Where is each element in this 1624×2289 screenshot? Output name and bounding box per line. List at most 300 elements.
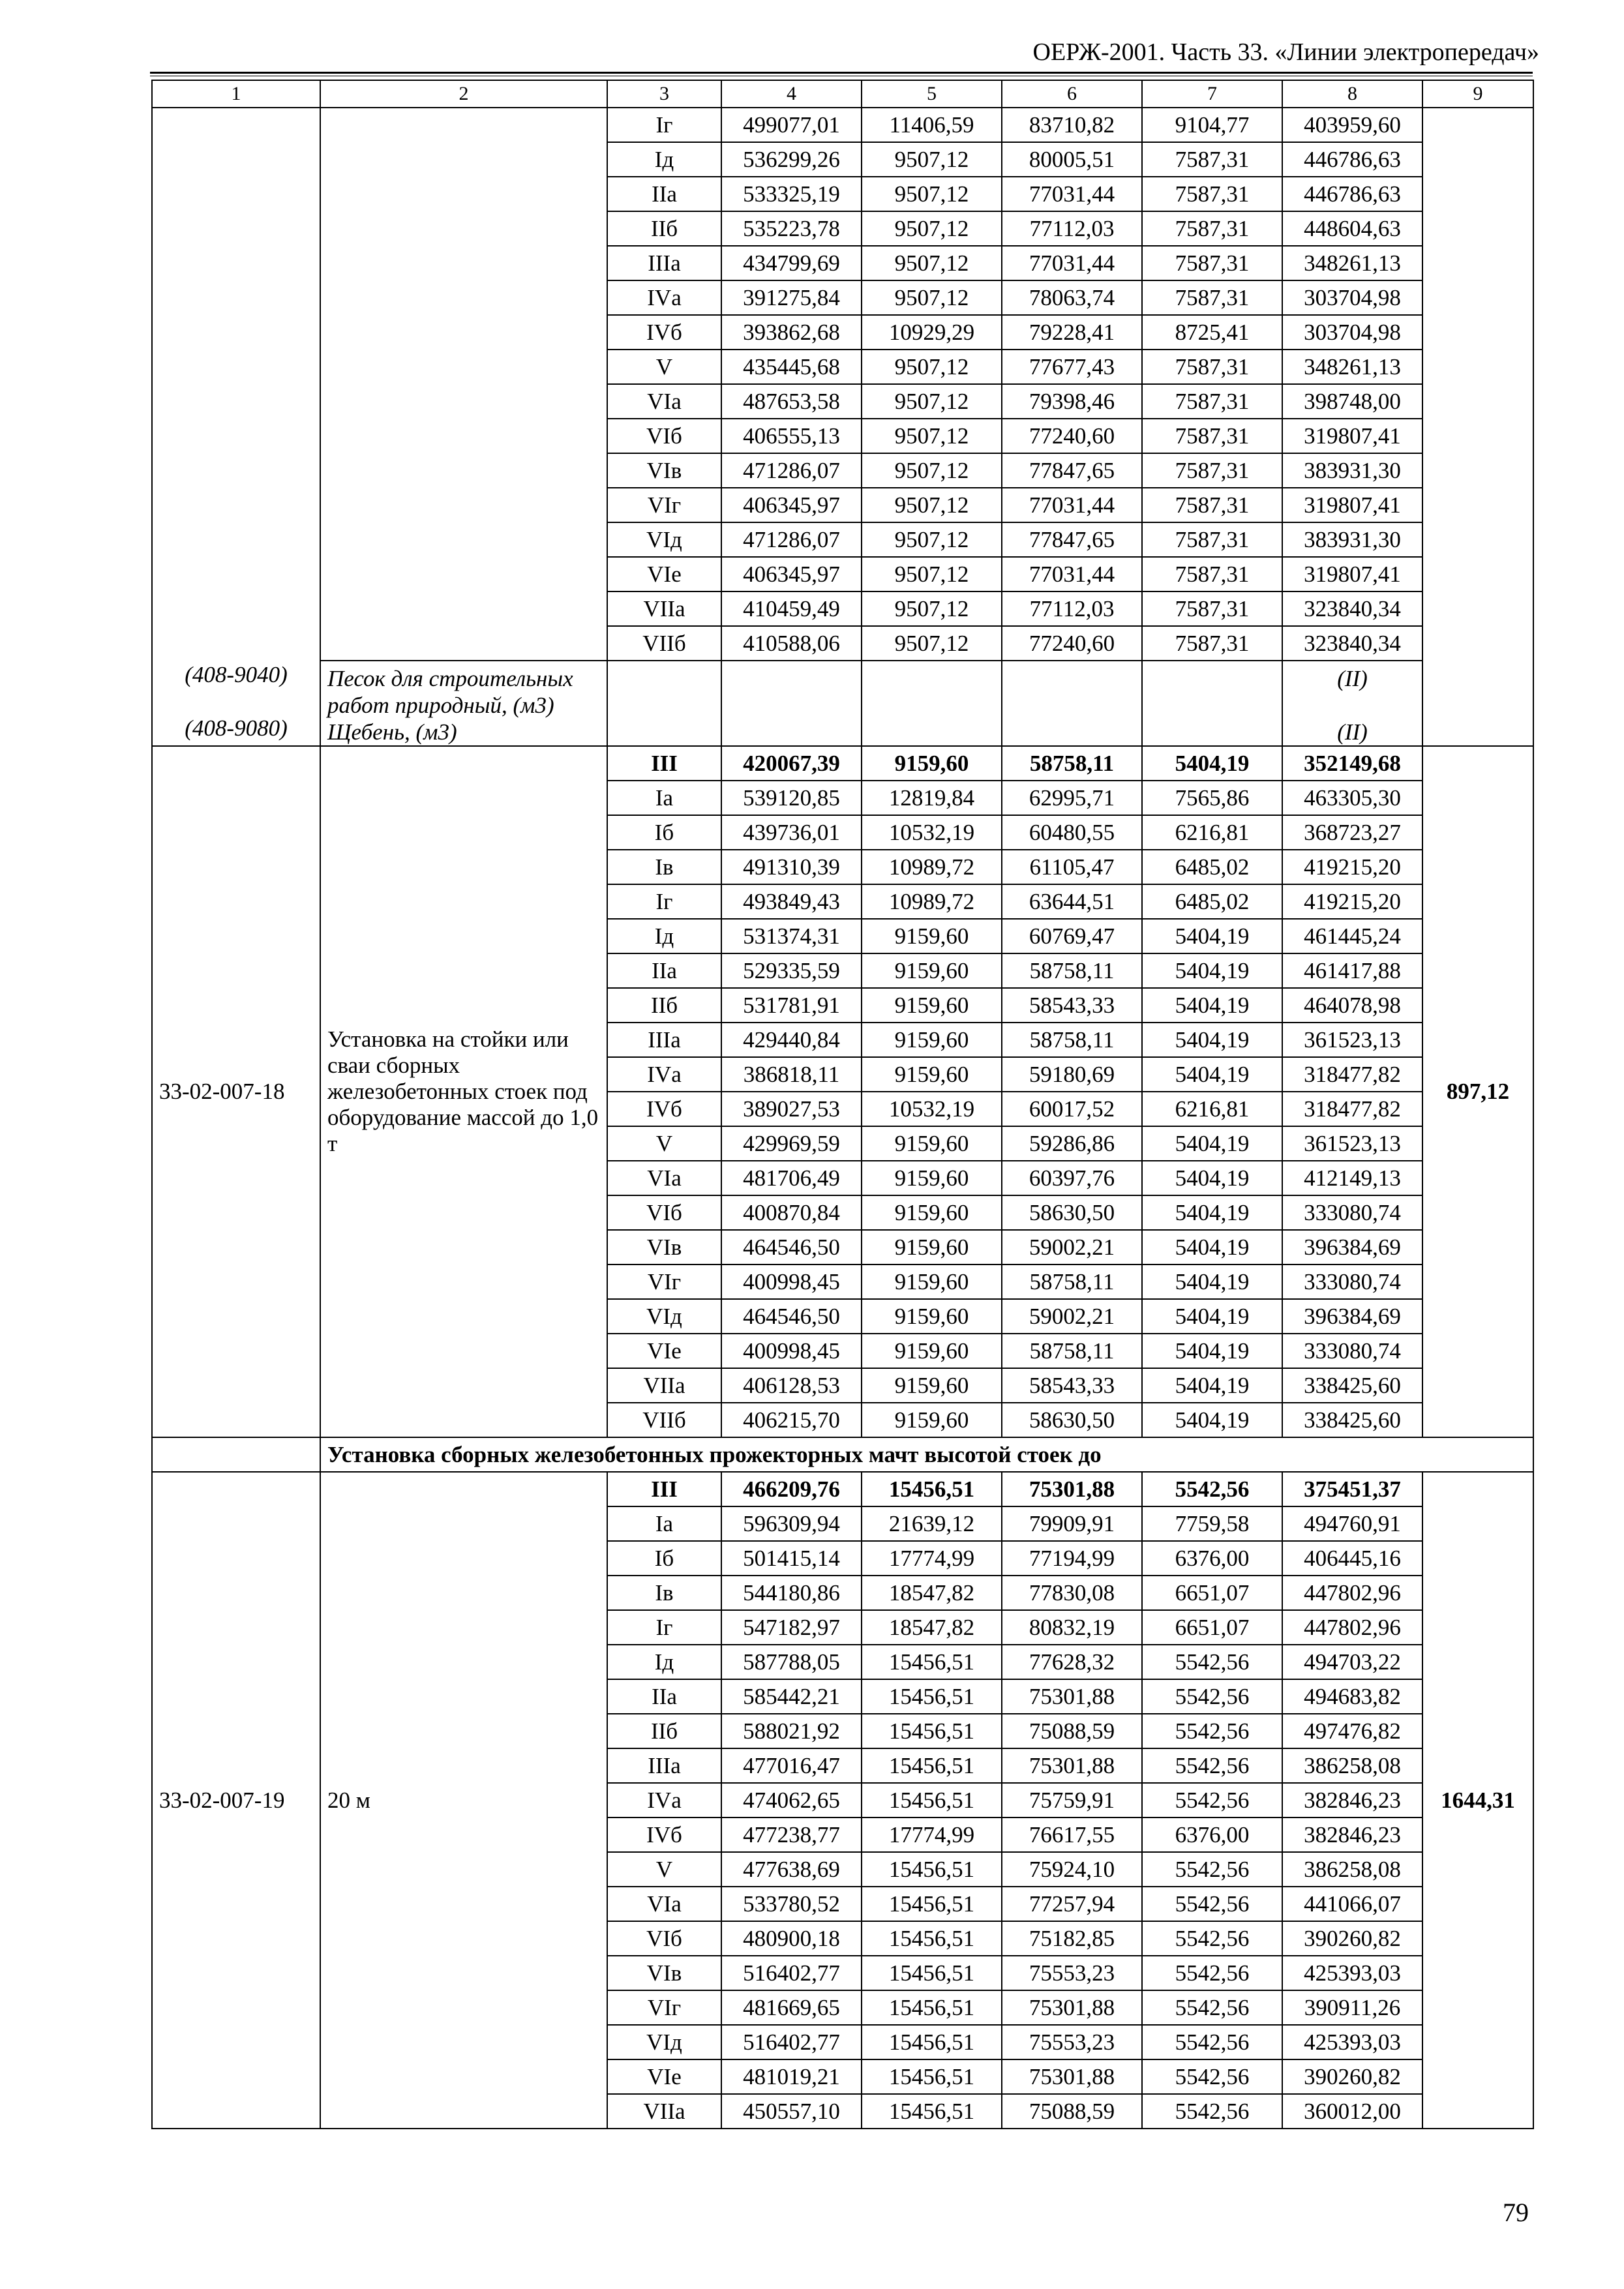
value-cell-col8: 396384,69 xyxy=(1282,1299,1422,1334)
region-class-cell: IVб xyxy=(607,1092,721,1126)
material-class-gravel: (II) xyxy=(1337,719,1368,745)
region-class-cell: V xyxy=(607,1852,721,1887)
value-cell-col5: 18547,82 xyxy=(862,1576,1002,1610)
value-cell-col5: 9159,60 xyxy=(862,1368,1002,1403)
value-cell-col7: 7587,31 xyxy=(1142,522,1282,557)
value-cell-col4: 536299,26 xyxy=(721,142,862,177)
region-class-cell: VIд xyxy=(607,2025,721,2059)
value-cell-col5: 9159,60 xyxy=(862,1334,1002,1368)
region-class-cell: III xyxy=(607,1472,721,1506)
value-cell-col8: 447802,96 xyxy=(1282,1610,1422,1645)
region-class-cell: VIIа xyxy=(607,591,721,626)
value-cell-col5: 9507,12 xyxy=(862,211,1002,246)
value-cell-col6: 59286,86 xyxy=(1002,1126,1142,1161)
value-cell-col4: 477638,69 xyxy=(721,1852,862,1887)
position-code: 33-02-007-18 xyxy=(152,746,320,1437)
value-cell-col8: 412149,13 xyxy=(1282,1161,1422,1195)
value-cell-col8: 383931,30 xyxy=(1282,453,1422,488)
value-cell-col8: 448604,63 xyxy=(1282,211,1422,246)
value-cell-col6: 75088,59 xyxy=(1002,2094,1142,2129)
value-cell-col6: 79228,41 xyxy=(1002,315,1142,350)
value-cell-col8: 382846,23 xyxy=(1282,1818,1422,1852)
value-cell-col6: 58758,11 xyxy=(1002,1023,1142,1057)
value-cell-col8: 463305,30 xyxy=(1282,781,1422,815)
value-cell-col6: 60769,47 xyxy=(1002,919,1142,953)
value-cell-col7: 7587,31 xyxy=(1142,419,1282,453)
value-cell-col5: 9159,60 xyxy=(862,919,1002,953)
value-cell-col8: 419215,20 xyxy=(1282,884,1422,919)
value-cell-col5: 15456,51 xyxy=(862,1472,1002,1506)
value-cell-col7: 5404,19 xyxy=(1142,1126,1282,1161)
value-cell-col5: 15456,51 xyxy=(862,2094,1002,2129)
value-cell-col7: 7759,58 xyxy=(1142,1506,1282,1541)
value-cell-col7: 5542,56 xyxy=(1142,1679,1282,1714)
value-cell-col5: 9159,60 xyxy=(862,988,1002,1023)
region-class-cell: Iб xyxy=(607,815,721,850)
value-cell-col7: 7587,31 xyxy=(1142,211,1282,246)
value-cell-col5: 15456,51 xyxy=(862,1679,1002,1714)
value-cell-col4: 386818,11 xyxy=(721,1057,862,1092)
region-class-cell: IVа xyxy=(607,1783,721,1818)
value-cell-col5: 9507,12 xyxy=(862,591,1002,626)
region-class-cell: Iа xyxy=(607,1506,721,1541)
value-cell-col5: 17774,99 xyxy=(862,1818,1002,1852)
region-class-cell: IIа xyxy=(607,1679,721,1714)
value-cell-col7: 5404,19 xyxy=(1142,1403,1282,1437)
col-header-4: 4 xyxy=(721,80,862,108)
value-cell-col6: 75924,10 xyxy=(1002,1852,1142,1887)
value-cell-col5: 9507,12 xyxy=(862,522,1002,557)
value-cell-col7: 5542,56 xyxy=(1142,2025,1282,2059)
value-cell-col6: 61105,47 xyxy=(1002,850,1142,884)
value-cell-col5: 10532,19 xyxy=(862,815,1002,850)
region-class-cell: VIб xyxy=(607,1195,721,1230)
value-cell-col8: 368723,27 xyxy=(1282,815,1422,850)
value-cell-col6: 76617,55 xyxy=(1002,1818,1142,1852)
value-cell-col6: 60480,55 xyxy=(1002,815,1142,850)
value-cell-col4: 481706,49 xyxy=(721,1161,862,1195)
region-class-cell: VIа xyxy=(607,1161,721,1195)
value-cell-col7: 5542,56 xyxy=(1142,1748,1282,1783)
value-cell-col8: 318477,82 xyxy=(1282,1057,1422,1092)
region-class-cell: V xyxy=(607,1126,721,1161)
region-class-cell: IIIа xyxy=(607,1023,721,1057)
value-cell-col7: 5542,56 xyxy=(1142,1645,1282,1679)
value-cell-col4: 391275,84 xyxy=(721,280,862,315)
region-class-cell: VIг xyxy=(607,1990,721,2025)
value-cell-col5: 15456,51 xyxy=(862,1887,1002,1921)
value-cell-col7: 5542,56 xyxy=(1142,1956,1282,1990)
value-cell-col6: 59180,69 xyxy=(1002,1057,1142,1092)
value-cell-col6: 60017,52 xyxy=(1002,1092,1142,1126)
region-class-cell: VIа xyxy=(607,1887,721,1921)
value-cell-col4: 547182,97 xyxy=(721,1610,862,1645)
value-cell-col6: 79909,91 xyxy=(1002,1506,1142,1541)
value-cell-col6: 80832,19 xyxy=(1002,1610,1142,1645)
value-cell-col6: 62995,71 xyxy=(1002,781,1142,815)
column-9-value: 1644,31 xyxy=(1422,1472,1533,2129)
value-cell-col4: 435445,68 xyxy=(721,350,862,384)
region-class-cell: Iа xyxy=(607,781,721,815)
value-cell-col7: 7565,86 xyxy=(1142,781,1282,815)
section-title: Установка сборных железобетонных прожекторных мачт высотой стоек до xyxy=(320,1437,1533,1472)
value-cell-col5: 9507,12 xyxy=(862,557,1002,591)
value-cell-col8: 396384,69 xyxy=(1282,1230,1422,1264)
value-cell-col6: 77112,03 xyxy=(1002,591,1142,626)
position-code: 33-02-007-19 xyxy=(152,1472,320,2129)
value-cell-col5: 15456,51 xyxy=(862,1921,1002,1956)
value-cell-col7: 5404,19 xyxy=(1142,1161,1282,1195)
value-cell-col4: 533780,52 xyxy=(721,1887,862,1921)
value-cell-col5: 9159,60 xyxy=(862,953,1002,988)
value-cell-col5: 9507,12 xyxy=(862,350,1002,384)
value-cell-col7: 5404,19 xyxy=(1142,988,1282,1023)
value-cell-col7: 5542,56 xyxy=(1142,1852,1282,1887)
region-class-cell: Iв xyxy=(607,1576,721,1610)
value-cell-col5: 9159,60 xyxy=(862,1264,1002,1299)
value-cell-col4: 477238,77 xyxy=(721,1818,862,1852)
value-cell-col8: 386258,08 xyxy=(1282,1852,1422,1887)
value-cell-col7: 7587,31 xyxy=(1142,488,1282,522)
value-cell-col8: 446786,63 xyxy=(1282,177,1422,211)
region-class-cell: VIб xyxy=(607,1921,721,1956)
region-class-cell: IIIа xyxy=(607,246,721,280)
position-name: Установка на стойки или сваи сборных железобетонных стоек под оборудование массой до 1,0 т xyxy=(320,746,607,1437)
value-cell-col4: 406345,97 xyxy=(721,488,862,522)
value-cell-col5: 9159,60 xyxy=(862,1057,1002,1092)
value-cell-col6: 58630,50 xyxy=(1002,1403,1142,1437)
value-cell-col6: 58543,33 xyxy=(1002,1368,1142,1403)
region-class-cell: VIд xyxy=(607,522,721,557)
value-cell-col7: 5404,19 xyxy=(1142,1334,1282,1368)
region-class-cell: IVб xyxy=(607,315,721,350)
value-cell-col4: 429440,84 xyxy=(721,1023,862,1057)
region-class-cell: Iг xyxy=(607,1610,721,1645)
value-cell-col8: 323840,34 xyxy=(1282,591,1422,626)
value-cell-col4: 400870,84 xyxy=(721,1195,862,1230)
value-cell-col8: 333080,74 xyxy=(1282,1264,1422,1299)
value-cell-col5: 9507,12 xyxy=(862,384,1002,419)
value-cell-col8: 375451,37 xyxy=(1282,1472,1422,1506)
value-cell-col8: 348261,13 xyxy=(1282,350,1422,384)
materials-empty-cell xyxy=(721,661,862,746)
materials-empty-cell xyxy=(1142,661,1282,746)
table-row xyxy=(152,108,1533,142)
value-cell-col8: 338425,60 xyxy=(1282,1403,1422,1437)
value-cell-col6: 58758,11 xyxy=(1002,1264,1142,1299)
value-cell-col8: 382846,23 xyxy=(1282,1783,1422,1818)
value-cell-col8: 318477,82 xyxy=(1282,1092,1422,1126)
value-cell-col5: 9159,60 xyxy=(862,1126,1002,1161)
region-class-cell: VIб xyxy=(607,419,721,453)
value-cell-col4: 493849,43 xyxy=(721,884,862,919)
value-cell-col6: 78063,74 xyxy=(1002,280,1142,315)
value-cell-col6: 77830,08 xyxy=(1002,1576,1142,1610)
value-cell-col7: 5404,19 xyxy=(1142,953,1282,988)
header-rule xyxy=(150,72,1533,74)
value-cell-col5: 9159,60 xyxy=(862,1299,1002,1334)
value-cell-col6: 75301,88 xyxy=(1002,1472,1142,1506)
value-cell-col6: 77257,94 xyxy=(1002,1887,1142,1921)
region-class-cell: IVа xyxy=(607,280,721,315)
region-class-cell: VIIа xyxy=(607,1368,721,1403)
value-cell-col8: 497476,82 xyxy=(1282,1714,1422,1748)
material-class-sand: (II) xyxy=(1337,666,1368,691)
region-class-cell: IIа xyxy=(607,177,721,211)
value-cell-col8: 319807,41 xyxy=(1282,488,1422,522)
value-cell-col7: 6485,02 xyxy=(1142,850,1282,884)
region-class-cell: VIг xyxy=(607,488,721,522)
value-cell-col4: 400998,45 xyxy=(721,1264,862,1299)
section-title-empty xyxy=(152,1437,320,1472)
value-cell-col6: 75301,88 xyxy=(1002,1679,1142,1714)
value-cell-col8: 461445,24 xyxy=(1282,919,1422,953)
value-cell-col8: 464078,98 xyxy=(1282,988,1422,1023)
value-cell-col5: 15456,51 xyxy=(862,2059,1002,2094)
value-cell-col8: 348261,13 xyxy=(1282,246,1422,280)
value-cell-col4: 471286,07 xyxy=(721,522,862,557)
region-class-cell: VIв xyxy=(607,1230,721,1264)
value-cell-col8: 319807,41 xyxy=(1282,419,1422,453)
value-cell-col5: 10989,72 xyxy=(862,850,1002,884)
value-cell-col8: 390911,26 xyxy=(1282,1990,1422,2025)
region-class-cell: IVб xyxy=(607,1818,721,1852)
value-cell-col4: 533325,19 xyxy=(721,177,862,211)
value-cell-col7: 6485,02 xyxy=(1142,884,1282,919)
value-cell-col5: 9507,12 xyxy=(862,453,1002,488)
value-cell-col7: 6651,07 xyxy=(1142,1576,1282,1610)
col-header-7: 7 xyxy=(1142,80,1282,108)
value-cell-col8: 360012,00 xyxy=(1282,2094,1422,2129)
value-cell-col6: 77112,03 xyxy=(1002,211,1142,246)
value-cell-col7: 8725,41 xyxy=(1142,315,1282,350)
materials-names-cell xyxy=(320,661,607,746)
region-class-cell: VIIа xyxy=(607,2094,721,2129)
value-cell-col6: 75301,88 xyxy=(1002,1990,1142,2025)
value-cell-col4: 487653,58 xyxy=(721,384,862,419)
column-number-row xyxy=(152,80,1533,108)
value-cell-col8: 403959,60 xyxy=(1282,108,1422,142)
col-header-5: 5 xyxy=(862,80,1002,108)
value-cell-col6: 58630,50 xyxy=(1002,1195,1142,1230)
value-cell-col5: 9507,12 xyxy=(862,280,1002,315)
value-cell-col7: 5542,56 xyxy=(1142,1714,1282,1748)
value-cell-col8: 425393,03 xyxy=(1282,1956,1422,1990)
value-cell-col4: 450557,10 xyxy=(721,2094,862,2129)
col-header-3: 3 xyxy=(607,80,721,108)
value-cell-col5: 15456,51 xyxy=(862,2025,1002,2059)
value-cell-col4: 491310,39 xyxy=(721,850,862,884)
value-cell-col6: 77031,44 xyxy=(1002,557,1142,591)
col-header-6: 6 xyxy=(1002,80,1142,108)
region-class-cell: VIе xyxy=(607,557,721,591)
value-cell-col4: 535223,78 xyxy=(721,211,862,246)
value-cell-col5: 9159,60 xyxy=(862,1195,1002,1230)
value-cell-col6: 59002,21 xyxy=(1002,1230,1142,1264)
value-cell-col4: 434799,69 xyxy=(721,246,862,280)
table-row xyxy=(152,1472,1533,1506)
value-cell-col7: 7587,31 xyxy=(1142,280,1282,315)
value-cell-col6: 77031,44 xyxy=(1002,177,1142,211)
materials-empty-cell xyxy=(607,661,721,746)
value-cell-col6: 75553,23 xyxy=(1002,2025,1142,2059)
region-class-cell: IIб xyxy=(607,1714,721,1748)
value-cell-col5: 15456,51 xyxy=(862,1956,1002,1990)
value-cell-col8: 494703,22 xyxy=(1282,1645,1422,1679)
value-cell-col6: 77031,44 xyxy=(1002,488,1142,522)
value-cell-col6: 77847,65 xyxy=(1002,453,1142,488)
value-cell-col4: 471286,07 xyxy=(721,453,862,488)
region-class-cell: IIа xyxy=(607,953,721,988)
value-cell-col5: 9507,12 xyxy=(862,142,1002,177)
value-cell-col8: 338425,60 xyxy=(1282,1368,1422,1403)
value-cell-col8: 398748,00 xyxy=(1282,384,1422,419)
region-class-cell: VIв xyxy=(607,453,721,488)
value-cell-col7: 7587,31 xyxy=(1142,557,1282,591)
value-cell-col7: 7587,31 xyxy=(1142,591,1282,626)
value-cell-col8: 446786,63 xyxy=(1282,142,1422,177)
value-cell-col6: 79398,46 xyxy=(1002,384,1142,419)
value-cell-col6: 75088,59 xyxy=(1002,1714,1142,1748)
value-cell-col6: 75553,23 xyxy=(1002,1956,1142,1990)
value-cell-col8: 361523,13 xyxy=(1282,1023,1422,1057)
value-cell-col7: 5404,19 xyxy=(1142,746,1282,781)
value-cell-col7: 6216,81 xyxy=(1142,1092,1282,1126)
value-cell-col7: 5542,56 xyxy=(1142,2094,1282,2129)
value-cell-col4: 585442,21 xyxy=(721,1679,862,1714)
material-name-gravel: Щебень, (м3) xyxy=(327,719,457,745)
value-cell-col4: 389027,53 xyxy=(721,1092,862,1126)
table-row xyxy=(152,746,1533,781)
value-cell-col8: 494683,82 xyxy=(1282,1679,1422,1714)
region-class-cell: VIIб xyxy=(607,1403,721,1437)
region-class-cell: Iг xyxy=(607,108,721,142)
value-cell-col5: 15456,51 xyxy=(862,1783,1002,1818)
col-header-8: 8 xyxy=(1282,80,1422,108)
region-class-cell: VIIб xyxy=(607,626,721,661)
region-class-cell: III xyxy=(607,746,721,781)
value-cell-col7: 6651,07 xyxy=(1142,1610,1282,1645)
material-name-sand: Песок для строительных работ природный, (м3) xyxy=(327,666,573,718)
value-cell-col6: 59002,21 xyxy=(1002,1299,1142,1334)
value-cell-col7: 5542,56 xyxy=(1142,1921,1282,1956)
value-cell-col7: 5404,19 xyxy=(1142,1195,1282,1230)
page-number: 79 xyxy=(1503,2198,1529,2227)
value-cell-col4: 516402,77 xyxy=(721,2025,862,2059)
value-cell-col7: 6216,81 xyxy=(1142,815,1282,850)
col-header-9: 9 xyxy=(1422,80,1533,108)
value-cell-col6: 75182,85 xyxy=(1002,1921,1142,1956)
col9-cell-empty xyxy=(1422,108,1533,746)
value-cell-col7: 5404,19 xyxy=(1142,1023,1282,1057)
region-class-cell: VIе xyxy=(607,1334,721,1368)
value-cell-col4: 480900,18 xyxy=(721,1921,862,1956)
value-cell-col5: 15456,51 xyxy=(862,1714,1002,1748)
value-cell-col8: 461417,88 xyxy=(1282,953,1422,988)
value-cell-col8: 323840,34 xyxy=(1282,626,1422,661)
column-9-value: 897,12 xyxy=(1422,746,1533,1437)
region-class-cell: VIд xyxy=(607,1299,721,1334)
value-cell-col6: 77240,60 xyxy=(1002,419,1142,453)
value-cell-col8: 386258,08 xyxy=(1282,1748,1422,1783)
value-cell-col6: 58543,33 xyxy=(1002,988,1142,1023)
col-header-2: 2 xyxy=(320,80,607,108)
region-class-cell: Iд xyxy=(607,142,721,177)
value-cell-col5: 9507,12 xyxy=(862,177,1002,211)
value-cell-col5: 21639,12 xyxy=(862,1506,1002,1541)
value-cell-col8: 303704,98 xyxy=(1282,315,1422,350)
value-cell-col7: 5404,19 xyxy=(1142,1264,1282,1299)
region-class-cell: Iд xyxy=(607,919,721,953)
region-class-cell: IIIа xyxy=(607,1748,721,1783)
value-cell-col5: 9159,60 xyxy=(862,1161,1002,1195)
value-cell-col4: 531781,91 xyxy=(721,988,862,1023)
value-cell-col7: 5542,56 xyxy=(1142,1472,1282,1506)
value-cell-col5: 11406,59 xyxy=(862,108,1002,142)
value-cell-col8: 333080,74 xyxy=(1282,1195,1422,1230)
value-cell-col6: 58758,11 xyxy=(1002,746,1142,781)
value-cell-col5: 9159,60 xyxy=(862,1403,1002,1437)
value-cell-col7: 7587,31 xyxy=(1142,384,1282,419)
value-cell-col6: 58758,11 xyxy=(1002,953,1142,988)
value-cell-col8: 303704,98 xyxy=(1282,280,1422,315)
value-cell-col4: 587788,05 xyxy=(721,1645,862,1679)
material-code-gravel: (408-9080) xyxy=(185,715,288,741)
region-class-cell: VIг xyxy=(607,1264,721,1299)
value-cell-col6: 77240,60 xyxy=(1002,626,1142,661)
value-cell-col4: 501415,14 xyxy=(721,1541,862,1576)
value-cell-col7: 7587,31 xyxy=(1142,350,1282,384)
value-cell-col5: 9159,60 xyxy=(862,1230,1002,1264)
region-class-cell: IVа xyxy=(607,1057,721,1092)
value-cell-col4: 529335,59 xyxy=(721,953,862,988)
value-cell-col6: 63644,51 xyxy=(1002,884,1142,919)
value-cell-col5: 10532,19 xyxy=(862,1092,1002,1126)
value-cell-col6: 75301,88 xyxy=(1002,2059,1142,2094)
region-class-cell: Iб xyxy=(607,1541,721,1576)
value-cell-col8: 406445,16 xyxy=(1282,1541,1422,1576)
region-class-cell: V xyxy=(607,350,721,384)
value-cell-col6: 77194,99 xyxy=(1002,1541,1142,1576)
value-cell-col6: 58758,11 xyxy=(1002,1334,1142,1368)
col-header-1: 1 xyxy=(152,80,320,108)
value-cell-col4: 466209,76 xyxy=(721,1472,862,1506)
page-header-title: ОЕРЖ-2001. Часть 33. «Линии электропередач» xyxy=(1032,38,1539,66)
value-cell-col4: 439736,01 xyxy=(721,815,862,850)
region-class-cell: Iд xyxy=(607,1645,721,1679)
value-cell-col4: 474062,65 xyxy=(721,1783,862,1818)
value-cell-col4: 406345,97 xyxy=(721,557,862,591)
value-cell-col5: 15456,51 xyxy=(862,1990,1002,2025)
value-cell-col8: 319807,41 xyxy=(1282,557,1422,591)
value-cell-col6: 80005,51 xyxy=(1002,142,1142,177)
value-cell-col4: 410588,06 xyxy=(721,626,862,661)
value-cell-col5: 9159,60 xyxy=(862,746,1002,781)
value-cell-col5: 9507,12 xyxy=(862,419,1002,453)
value-cell-col4: 596309,94 xyxy=(721,1506,862,1541)
value-cell-col5: 10929,29 xyxy=(862,315,1002,350)
value-cell-col7: 5404,19 xyxy=(1142,1230,1282,1264)
value-cell-col8: 383931,30 xyxy=(1282,522,1422,557)
value-cell-col7: 7587,31 xyxy=(1142,177,1282,211)
value-cell-col4: 464546,50 xyxy=(721,1299,862,1334)
value-cell-col7: 5542,56 xyxy=(1142,1990,1282,2025)
value-cell-col8: 361523,13 xyxy=(1282,1126,1422,1161)
value-cell-col7: 7587,31 xyxy=(1142,626,1282,661)
value-cell-col8: 390260,82 xyxy=(1282,2059,1422,2094)
region-class-cell: VIе xyxy=(607,2059,721,2094)
value-cell-col7: 5404,19 xyxy=(1142,1368,1282,1403)
